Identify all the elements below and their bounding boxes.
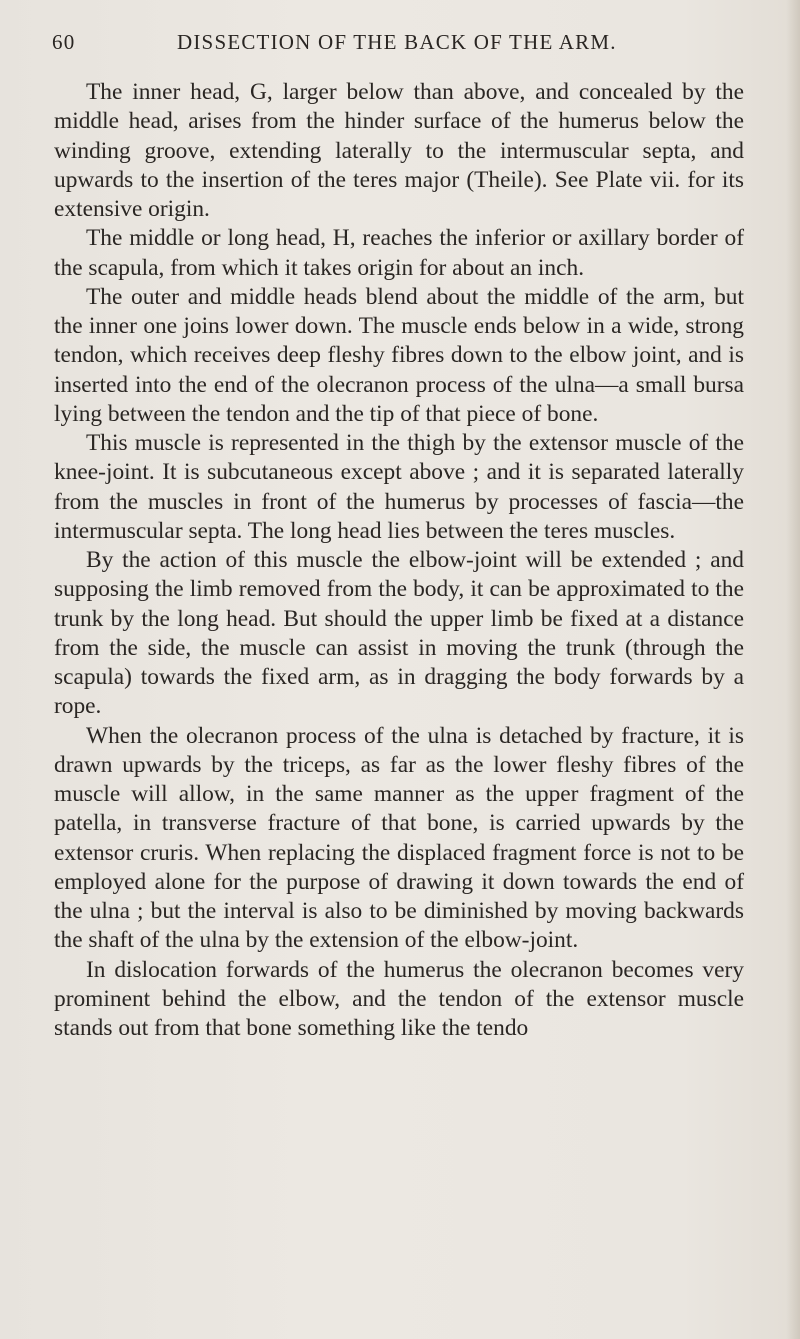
paragraph-dislocation: In dislocation forwards of the humerus the olecranon becomes very prominent behind the elbow, and the tendon of the extensor muscle stands out from that bone something like the tendo <box>54 956 744 1041</box>
paragraph-olecranon-fracture: When the olecranon process of the ulna is detached by fracture, it is drawn upwards by the triceps, as far as the lower fleshy fibres of the muscle will allow, in the same manner as the upper fragment of the patella, in transverse fracture of that bone, is carried upwards by the extensor cruris. When replacing the displaced fragment force is not to be employed alone for the purpose of drawing it down towards the end of the ulna ; but the interval is also to be diminished by moving backwards the shaft of the ulna by the extension of the elbow-joint. <box>54 722 744 954</box>
body-text <box>54 78 744 1043</box>
paragraph-long-head: The middle or long head, H, reaches the inferior or axillary border of the scapula, from which it takes origin for about an inch. <box>54 225 744 281</box>
paragraph-muscle-action: By the action of this muscle the elbow-joint will be extended ; and supposing the limb removed from the body, it can be approximated to the trunk by the long head. But should the upper limb be fixed at a distance from the side, the muscle can assist in moving the trunk (through the scapula) towards the fixed arm, as in dragging the body forwards by a rope. <box>54 547 744 720</box>
running-title: DISSECTION OF THE BACK OF THE ARM. <box>177 30 617 54</box>
page-edge-shadow <box>786 0 800 1339</box>
paragraph-inner-head: The inner head, G, larger below than above, and concealed by the middle head, arises from the hinder surface of the humerus below the winding groove, extending laterally to the intermuscular septa, and upwards to the insertion of the teres major (Theile). See Plate vii. for its extensive origin. <box>54 79 744 222</box>
page-header <box>52 30 742 60</box>
page-number: 60 <box>52 30 76 54</box>
paragraph-thigh-comparison: This muscle is represented in the thigh by the extensor muscle of the knee-joint. It is subcutaneous except above ; and it is separated laterally from the muscles in front of the humerus by processes of fascia—the intermuscular septa. The long head lies between the teres muscles. <box>54 430 744 544</box>
paragraph-heads-blend: The outer and middle heads blend about the middle of the arm, but the inner one joins lower down. The muscle ends below in a wide, strong tendon, which receives deep fleshy fibres down to the elbow joint, and is inserted into the end of the olecranon process of the ulna—a small bursa lying between the tendon and the tip of that piece of bone. <box>54 283 744 427</box>
